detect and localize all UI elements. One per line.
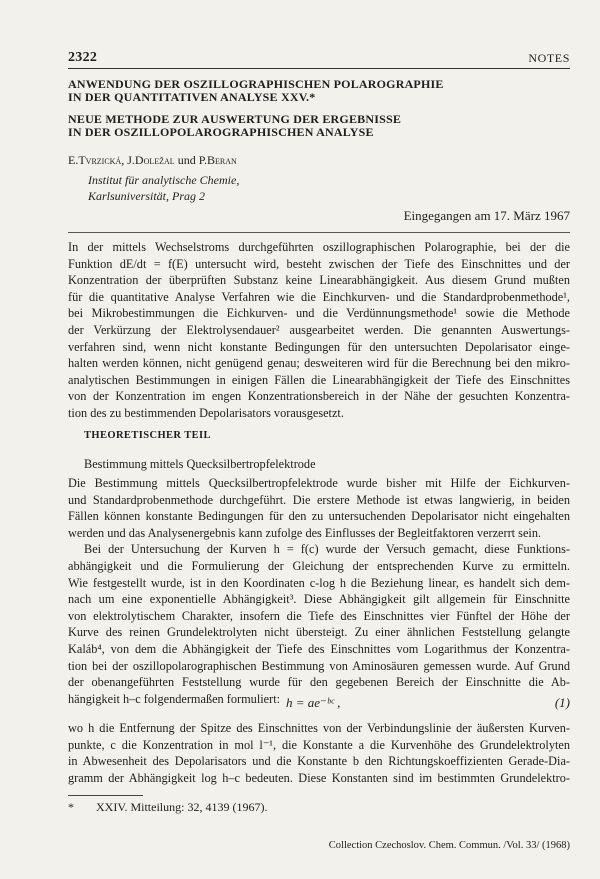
page-number: 2322 <box>68 50 98 65</box>
author-name: Tvrzická <box>78 153 122 167</box>
text-line: nach um eine exponentielle Abhängigkeit³. Diese Abhängigkeit gilt allgemein für Einschnitte <box>68 592 570 607</box>
equation: h = ae⁻ᵇᶜ , <box>286 695 341 710</box>
text-line: analytischen Bestimmungen in einigen Fällen die Linearabhängigkeit der Tiefe des Einschnittes <box>68 372 570 387</box>
received-date: Eingegangen am 17. März 1967 <box>403 208 570 223</box>
footnote-mark: * <box>68 800 74 814</box>
text-line: und Standardprobenmethode durchgeführt. Die erstere Methode ist etwas langwierig, in beiden <box>68 492 570 507</box>
body-paragraph <box>68 720 570 786</box>
text-line: Kaláb⁴, von dem die Abhängigkeit der Tiefe des Einschnittes vom Logarithmus der Konzentra- <box>68 641 570 656</box>
section-heading: THEORETISCHER TEIL <box>84 430 211 441</box>
text-line: tion des zu bestimmenden Depolarisators vorausgesetzt. <box>68 405 344 420</box>
author-initial: J. <box>127 153 135 167</box>
text-line: Funktion dE/dt = f(E) untersucht wird, besteht zwischen der Tiefe des Einschnittes und der <box>68 256 570 271</box>
text-line: Die Bestimmung mittels Quecksilbertropfelektrode wurde bisher mit Hilfe der Eichkurven- <box>68 476 570 490</box>
text-line: halten werden können, nicht genügend genau; desweiteren wird für die Berechnung bei den mikro- <box>68 356 570 371</box>
equation-row <box>68 695 570 713</box>
body-paragraph <box>68 475 570 707</box>
text-line: für die quantitative Analyse Verfahren wie die Einchkurven- und die Standardprobenmethode¹, <box>68 289 570 304</box>
text-line: Wie festgestellt wurde, ist in den Koordinaten c-log h die Beziehung linear, es handelt sich dem- <box>68 575 570 590</box>
text-line: In der mittels Wechselstroms durchgeführten oszillographischen Polarographie, bei der die <box>68 240 570 254</box>
author-list: E.Tvrzická, J.Doležal und P.Beran <box>68 153 237 167</box>
subtitle-line: NEUE METHODE ZUR AUSWERTUNG DER ERGEBNISSE <box>68 112 402 126</box>
text-line: der Verkürzung der Elektrolysendauer² ausgearbeitet werden. Die genannten Auswertungs- <box>68 322 570 337</box>
affiliation-line: Institut für analytische Chemie, <box>88 173 240 187</box>
header-rule <box>68 68 570 69</box>
separator-rule <box>68 232 570 233</box>
footnote-text: XXIV. Mitteilung: 32, 4139 (1967). <box>96 800 268 814</box>
text-line: bei Mikrobestimmungen die Eichkurven- und die Verdünnungsmethode¹ sowie die Methode <box>68 306 570 321</box>
text-line: in Abwesenheit des Depolarisators und die Konstante b den Richtungskoeffizienten Gerade-Dia- <box>68 754 570 769</box>
text-line: Konzentration der überprüften Substanz keine Linearabhängigkeit. Aus diesem Grund mußten <box>68 273 570 288</box>
subsection-heading: Bestimmung mittels Quecksilbertropfelektrode <box>84 457 316 471</box>
text-line: werden und das Analysenergebnis kann zufolge des Einflusses der Begleitfaktoren verzerrt sein. <box>68 525 542 540</box>
title-line: ANWENDUNG DER OSZILLOGRAPHISCHEN POLAROGRAPHIE <box>68 77 444 91</box>
text-line: verfahren sind, wenn nicht konstante Bedingungen für den untersuchten Depolarisator einge- <box>68 339 570 354</box>
running-head: NOTES <box>528 51 570 65</box>
article-title <box>68 78 570 139</box>
text-line: tion bei der oszillopolarographischen Bestimmung von Aminosäuren gemessen wurde. Auf Grund <box>68 658 570 673</box>
title-line: IN DER QUANTITATIVEN ANALYSE XXV.* <box>68 90 316 104</box>
text-line: punkte, c die Konzentration in mol l⁻¹, die Konstante a die Kurvenhöhe des Grundelektrolyten <box>68 737 570 752</box>
author-name: Doležal <box>134 153 175 167</box>
author-conjunction: und <box>174 153 199 167</box>
text-line: abhängigkeit und die Formulierung der Gleichung der entsprechenden Kurve zu ermitteln. <box>68 558 570 573</box>
equation-number: (1) <box>554 695 570 710</box>
footnote <box>68 800 267 815</box>
author-initial: P. <box>198 153 208 167</box>
subtitle-line: IN DER OSZILLOPOLAROGRAPHISCHEN ANALYSE <box>68 125 374 139</box>
text-line: hängigkeit h–c folgendermaßen formuliert: <box>68 691 281 706</box>
footnote-rule <box>68 795 143 796</box>
text-line: von elektrolytischem Charakter, insofern die Tiefe des Einschnittes vier Fünftel der Höhe der <box>68 608 570 623</box>
abstract-paragraph <box>68 239 570 422</box>
affiliation <box>88 172 239 204</box>
page-header <box>68 50 570 68</box>
text-line: Kurve des reinen Grundelektrolyten nicht übersteigt. Zu einer ähnlichen Feststellung gelangte <box>68 625 570 640</box>
text-line: Bei der Untersuchung der Kurven h = f(c) wurde der Versuch gemacht, diese Funktions- <box>84 542 570 557</box>
text-line: Fällen können konstante Bedingungen für den zu untersuchenden Depolarisator nicht eingehalten <box>68 509 570 524</box>
text-line: gramm der Abhängigkeit log h–c bedeuten. Diese Konstanten sind im bestimmten Grundelektro- <box>68 770 570 785</box>
text-line: wo h die Entfernung der Spitze des Einschnittes von der Verbindungslinie der äußersten Kurven- <box>68 721 570 735</box>
journal-reference: Collection Czechoslov. Chem. Commun. /Vol. 33/ (1968) <box>328 840 570 851</box>
author-name: Beran <box>207 153 237 167</box>
affiliation-line: Karlsuniversität, Prag 2 <box>88 189 206 203</box>
text-line: der obenangeführten Feststellung wurde für den gegebenen Bereich der Einschnitte die Ab- <box>68 675 570 690</box>
text-line: von der Konzentration im engen Konzentrationsbereich in der Nähe der gesuchten Konzentra- <box>68 389 570 404</box>
author-initial: E. <box>68 153 79 167</box>
